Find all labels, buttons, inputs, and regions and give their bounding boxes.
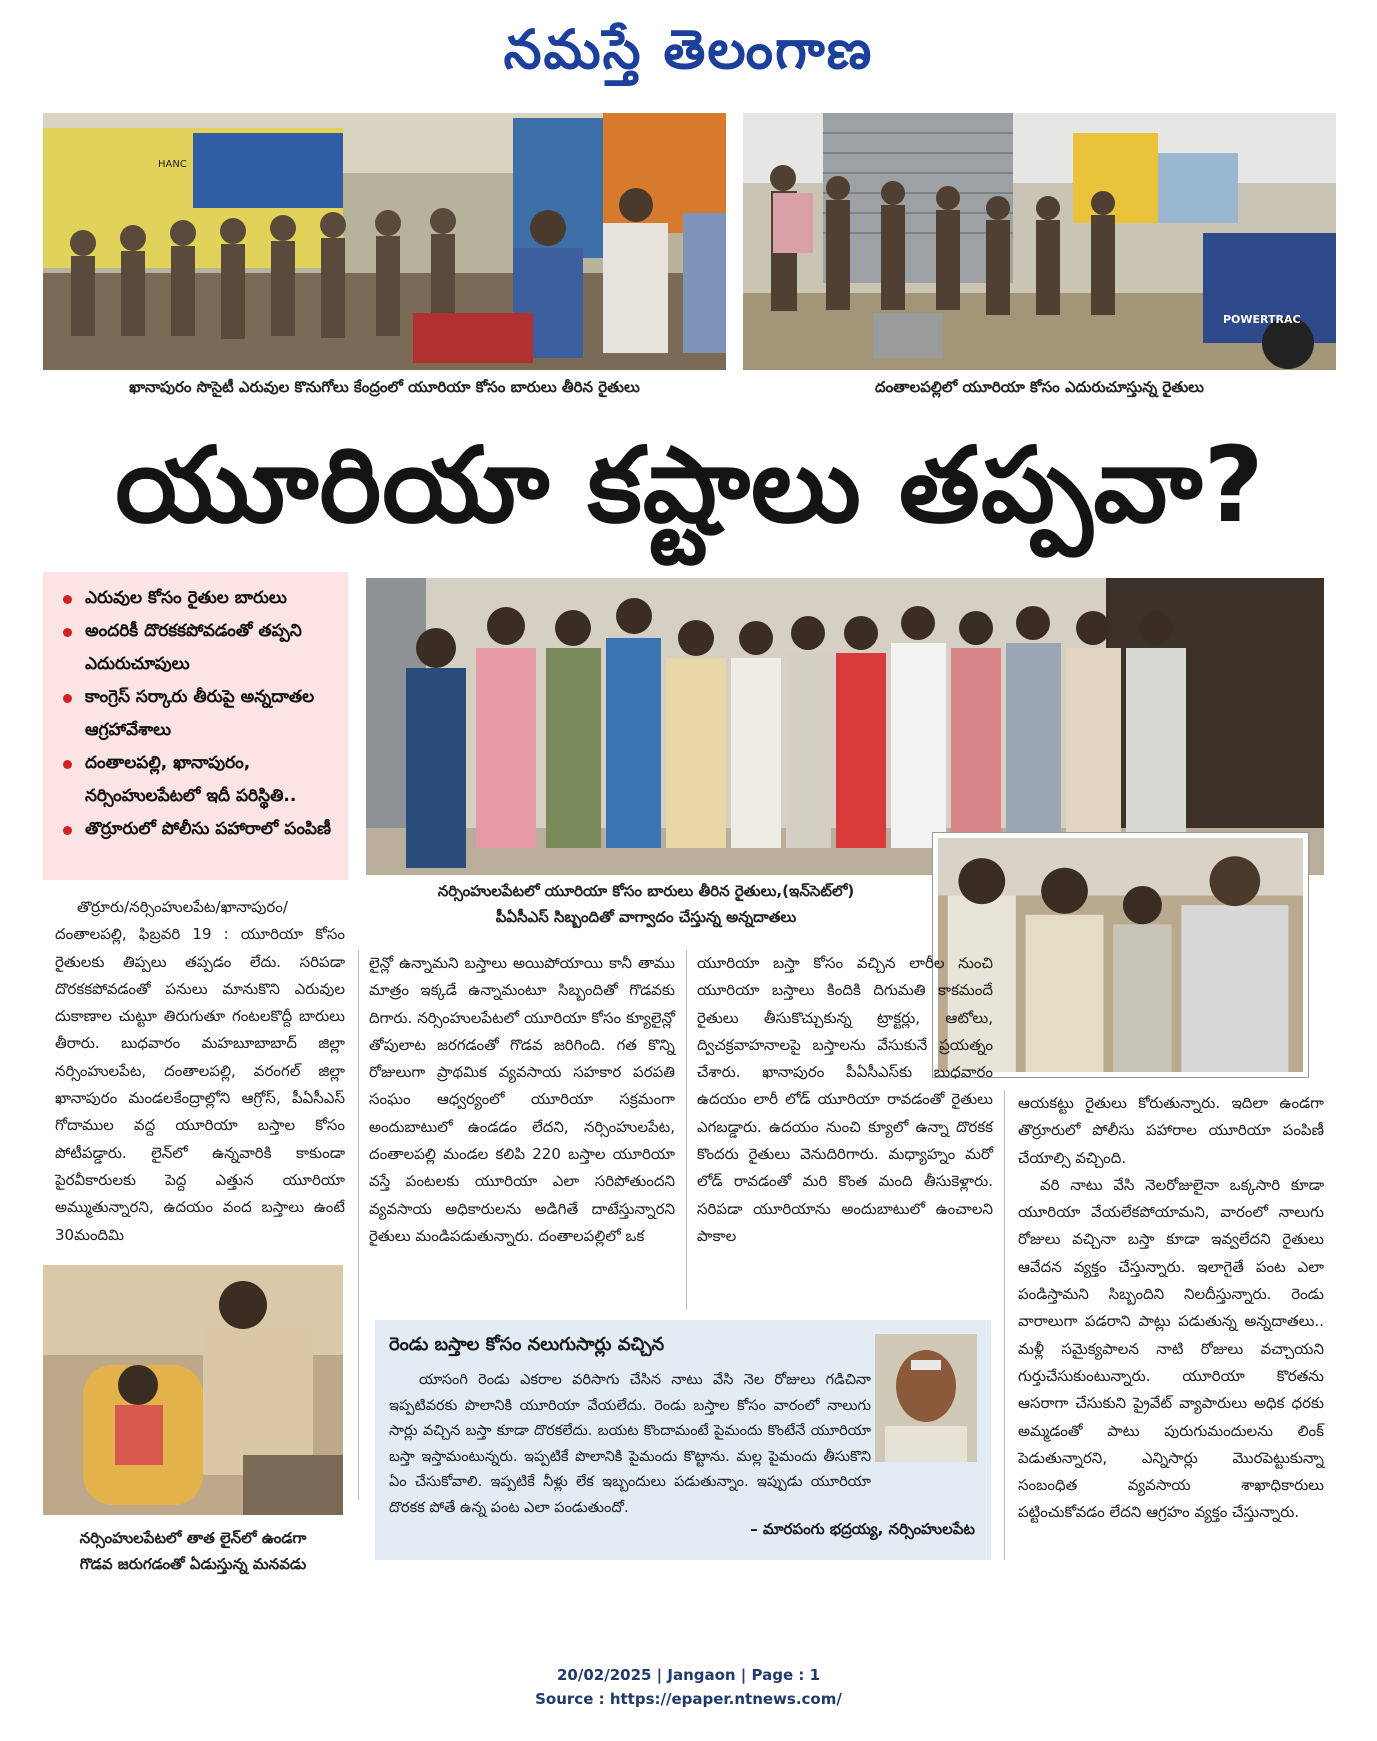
caption-child-line1: నర్సింహులపేటలో తాత లైన్‌లో ఉండగా [79,1529,307,1547]
caption-main-line2: పీఏసీఎస్‌ సిబ్బందితో వాగ్వాదం చేస్తున్న అన్నదాతలు [495,908,797,926]
footer-date-edition: 20/02/2025 | Jangaon | Page : 1 [556,1666,821,1684]
article-col4-para2: వరి నాటు వేసి నెలరోజులైనా ఒక్కసారి కూడా యూరియా వేయలేకపోయామని, వారంలో నాలుగు రోజులు వచ్చినా బస్తా కూడా ఇవ్వలేదని రైతులు ఆవేదన వ్యక్తం చేస్తున్నారు. ఇలాగైతే పంట ఎలా పండిస్తామని సిబ్బందిని నిలదీస్తున్నారు. రెండు వారాలుగా పడరాని పాట్లు పడుతున్న అన్నదాతలు.. మళ్లీ సమైక్యపాలన నాటి రోజులు వచ్చాయని గుర్తుచేసుకుంటున్నారు. యూరియా కొరతను ఆసరాగా చేసుకుని ప్రైవేట్‌ వ్యాపారులు అధిక ధరకు అమ్మడంతో పాటు పురుగుమందులను లింక్‌ పెడుతున్నారని, ఎన్నిసార్లు మొరపెట్టుకున్నా సంబంధిత వ్యవసాయ శాఖాధికారులు పట్టించుకోవడం లేదని ఆగ్రహం వ్యక్తం చేస్తున్నారు. [1018,1175,1324,1522]
article-column-1 [55,894,345,1274]
highlights-box [43,572,348,880]
highlight-item: దంతాలపల్లి, ఖానాపురం, నర్సింహులపేటలో ఇదీ పరిస్థితి.. [59,747,338,813]
article-col4-para1: ఆయకట్టు రైతులు కోరుతున్నారు. ఇదిలా ఉండగా తొర్రూరులో పోలీసు పహారాల యూరియా పంపిణీ చేయాల్సి వచ్చింది. [1018,1094,1324,1167]
highlight-item: తొర్రూరులో పోలీసు పహారాలో పంపిణీ [59,813,338,846]
caption-main-line1: నర్సింహులపేటలో యూరియా కోసం బారులు తీరిన రైతులు,(ఇన్‌సెట్‌లో) [437,882,855,900]
column-divider [686,950,687,1310]
highlight-item: ఎరువుల కోసం రైతుల బారులు [59,582,338,615]
column-divider [358,950,359,1500]
article-column-2 [369,950,675,1310]
caption-top-right: దంతాలపల్లిలో యూరియా కోసం ఎదురుచూస్తున్న రైతులు [874,378,1204,396]
farmer-quote-title: రెండు బస్తాల కోసం నలుగుసార్లు వచ్చిన [389,1334,665,1355]
article-col3-text: యూరియా బస్తా కోసం వచ్చిన లారీల నుంచి యూరియా బస్తాలు కిందికి దిగుమతి కాకమందే రైతులు తీసుకొచ్చుకున్న ట్రాక్టర్లు, ఆటోలు, ద్విచక్రవాహనాలపై బస్తాలను వేసుకునే ప్రయత్నం చేశారు. ఖానాపురం పీఏసీఎస్‌కు బుధవారం ఉదయం లారీ లోడ్‌ యూరియా రావడంతో రైతులు ఎగబడ్డారు. ఉదయం నుంచి క్యూలో ఉన్నా దొరకక కొందరు రైతులు వెనుదిరిగారు. మధ్యాహ్నం మరో లోడ్‌ రావడంతో మరి కొంత మంది తీసుకెళ్లారు. సరిపడా యూరియాను అందుబాటులో ఉంచాలని పాకాల [697,954,993,1245]
highlight-item: కాంగ్రెస్‌ సర్కారు తీరుపై అన్నదాతల ఆగ్రహావేశాలు [59,681,338,747]
caption-top-left: ఖానాపురం సొసైటీ ఎరువుల కొనుగోలు కేంద్రంలో యూరియా కోసం బారులు తీరిన రైతులు [129,378,640,396]
column-divider [1004,1090,1005,1560]
farmer-quote-body [389,1368,871,1521]
highlight-item: అందరికీ దొరకకపోవడంతో తప్పని ఎదురుచూపులు [59,615,338,681]
masthead-title: నమస్తే తెలంగాణ [503,17,874,81]
article-column-3 [697,950,993,1310]
headline: యూరియా కష్టాలు తప్పవా? [115,424,1265,546]
article-col2-text: లైన్లో ఉన్నామని బస్తాలు అయిపోయాయి కానీ తాము మాత్రం ఇక్కడే ఉన్నామంటూ సిబ్బందితో గొడవకు దిగారు. నర్సింహులపేటలో యూరియా కోసం క్యూలైన్లో తోపులాట జరగడంతో గొడవ జరిగింది. గత కొన్ని రోజులుగా ప్రాథమిక వ్యవసాయ సహకార పరపతి సంఘం ఆధ్వర్యంలో యూరియా సక్రమంగా అందుబాటులో ఉండడం లేదని, నర్సింహులపేట, దంతాలపల్లి మండల కలిపి 220 బస్తాల యూరియా వస్తే పంటలకు యూరియా ఎలా సరిపోతుందని వ్యవసాయ అధికారులను అడిగితే దాటేస్తున్నారని రైతులు మండిపడుతున్నారు. దంతాలపల్లిలో ఒక [369,954,675,1245]
photo-narsimhulapet-queue [366,578,1324,875]
farmer-quote-box [375,1320,991,1560]
photo-grandson-crying [43,1265,343,1515]
farmer-quote-text: యాసంగి రెండు ఎకరాల వరిసాగు చేసిన నాటు వేసి నెల రోజులు గడిచినా ఇప్పటివరకు పొలానికి యూరియా వేయలేదు. రెండు బస్తాల కోసం వారంలో నాలుగు సార్లు వచ్చిన బస్తా కూడా దొరకలేదు. బయట కొందామంటే పైమందు కొంటేనే యూరియా బస్తా ఇస్తామంటున్నరు. ఇప్పటికే పొలానికి పైమందు కొట్టాను. మల్ల పైమందు తీసుకొని ఏం చేసుకోవాలి. ఇప్పటికే నీళ్లు లేక ఇబ్బందులు పడుతున్నాం. ఇప్పుడు యూరియా దొరకక పోతే ఉన్న పంట ఎలా పండుతుందో. [389,1372,871,1516]
photo-khanapuram-queue [43,113,726,370]
sign-powertrac-text: POWERTRAC [1223,313,1301,326]
footer-source-link[interactable]: Source : https://epaper.ntnews.com/ [535,1690,842,1708]
article-col1-text: తొర్రూరు/నర్సింహులపేట/ఖానాపురం/దంతాలపల్లి, ఫిబ్రవరి 19 : యూరియా కోసం రైతులకు తిప్పలు తప్పడం లేదు. సరిపడా దొరకకపోవడంతో పనులు మానుకొని ఎరువుల దుకాణాల చుట్టూ తిరుగుతూ గంటలకొద్దీ బారులు తీరారు. బుధవారం మహబూబాబాద్‌ జిల్లా నర్సింహులపేట, దంతాలపల్లి, వరంగల్‌ జిల్లా ఖానాపురం మండలకేంద్రాల్లోని ఆగ్రోస్‌, పీఏసీఎస్‌ గోదాముల వద్ద యూరియా బస్తాల కోసం పోటీపడ్డారు. లైన్‌లో ఉన్నవారికి కాకుండా పైరవీకారులకు పెద్ద ఎత్తున యూరియా అమ్ముతున్నారని, ఉదయం వంద బస్తాలు ఉంటే 30మందిమి [55,898,345,1244]
farmer-quote-signature: – మారపంగు భద్రయ్య, నర్సింహులపేట [750,1520,975,1538]
photo-dantalapalli-waiting [743,113,1336,370]
caption-child-line2: గొడవ జరుగడంతో ఏడుస్తున్న మనవడు [79,1555,307,1573]
sign-hanc-text: HANC [158,159,187,170]
article-column-4 [1018,1090,1324,1590]
photo-farmer-portrait [875,1334,977,1462]
